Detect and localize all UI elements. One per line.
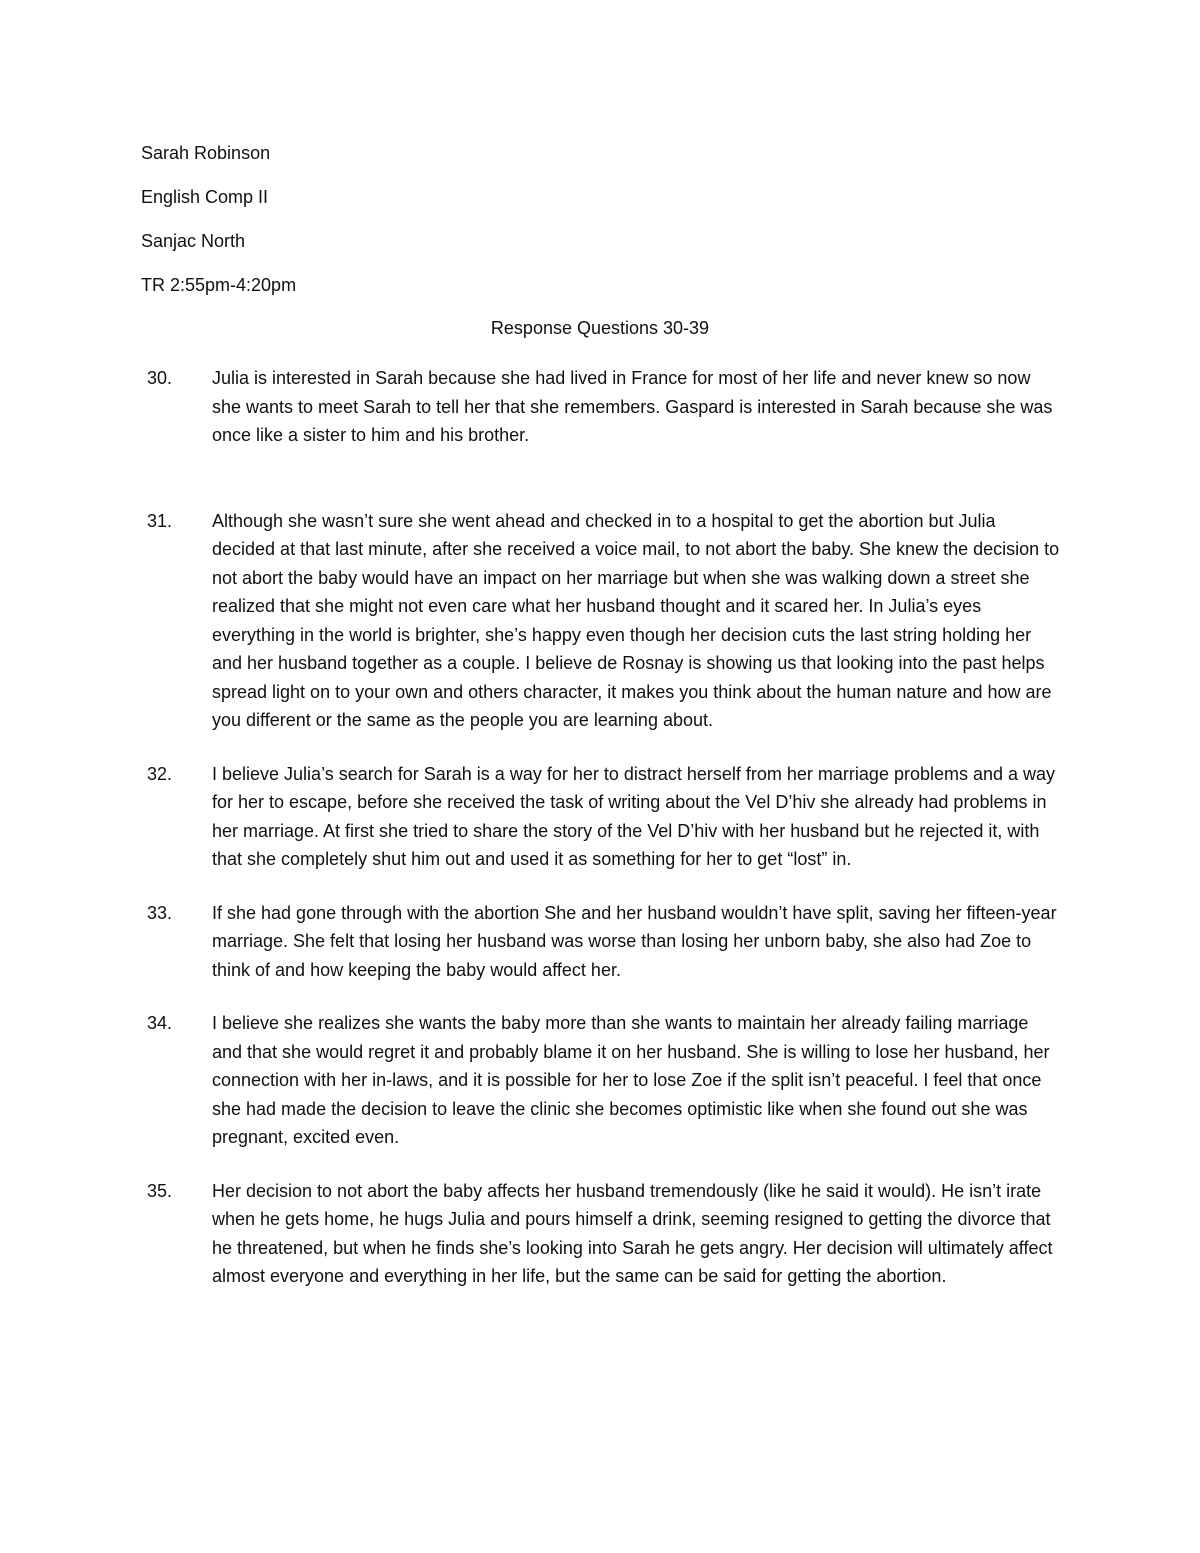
answer-text: Her decision to not abort the baby affects her husband tremendously (like he said it would). He isn’t irate when he gets home, he hugs Julia and pours himself a drink, seeming resigned to getting the divorce that he threatened, but when he finds she’s looking into Sarah he gets angry. Her decision will ultimately affect almost everyone and everything in her life, but the same can be said for getting the abortion. — [212, 1180, 1053, 1286]
answer-number: 35. — [147, 1180, 173, 1201]
answer-number: 30. — [147, 368, 173, 388]
answer-number: 34. — [147, 1013, 173, 1033]
answer-text: Although she wasn’t sure she went ahead and checked in to a hospital to get the abortion but Julia decided at that last minute, after she received a voice mail, to not abort the baby. She knew the decision to not abort the baby would have an impact on her marriage but when she was walking down a street she realized that she might not even care what her husband thought and it scared her. In Julia’s eyes everything in the world is brighter, she’s happy even though her decision cuts the last string holding her and her husband together as a couple. I believe de Rosnay is showing us that looking into the past helps spread light on to your own and others character, it makes you think about the human nature and how are you different or the same as the people you are learning about. — [212, 510, 1060, 730]
answer-item-31 — [141, 507, 1061, 735]
course-name: English Comp II — [141, 187, 269, 207]
student-header — [141, 142, 741, 318]
answer-text: If she had gone through with the abortion She and her husband wouldn’t have split, saving her fifteen-year marriage. She felt that losing her husband was worse than losing her unborn baby, she also had Zoe to think of and how keeping the baby would affect her. — [212, 902, 1057, 980]
answer-item-32 — [141, 760, 1061, 874]
answer-text: I believe Julia’s search for Sarah is a way for her to distract herself from her marriage problems and a way for her to escape, before she received the task of writing about the Vel D’hiv she already had problems in her marriage. At first she tried to share the story of the Vel D’hiv with her husband but he rejected it, with that she completely shut him out and used it as something for her to get “lost” in. — [212, 763, 1056, 869]
campus-name: Sanjac North — [141, 231, 246, 251]
document-title: Response Questions 30-39 — [490, 318, 710, 338]
answer-item-35 — [141, 1177, 1061, 1291]
student-name: Sarah Robinson — [141, 143, 271, 163]
answer-number: 33. — [147, 902, 173, 923]
answer-text: Julia is interested in Sarah because she had lived in France for most of her life and never knew so now she wants to meet Sarah to tell her that she remembers. Gaspard is interested in Sarah because she was once like a sister to him and his brother. — [212, 368, 1053, 445]
answer-item-30 — [141, 364, 1061, 450]
class-schedule: TR 2:55pm-4:20pm — [141, 275, 297, 295]
answer-text: I believe she realizes she wants the baby more than she wants to maintain her already failing marriage and that she would regret it and probably blame it on her husband. She is willing to lose her husband, her connection with her in-laws, and it is possible for her to lose Zoe if the split isn’t peaceful. I feel that once she had made the decision to leave the clinic she becomes optimistic like when she found out she was pregnant, excited even. — [212, 1013, 1050, 1147]
answer-item-34 — [141, 1009, 1061, 1152]
answer-list — [141, 364, 1061, 1291]
answer-number: 32. — [147, 763, 173, 784]
answer-number: 31. — [147, 510, 173, 531]
answer-item-33 — [141, 899, 1061, 985]
